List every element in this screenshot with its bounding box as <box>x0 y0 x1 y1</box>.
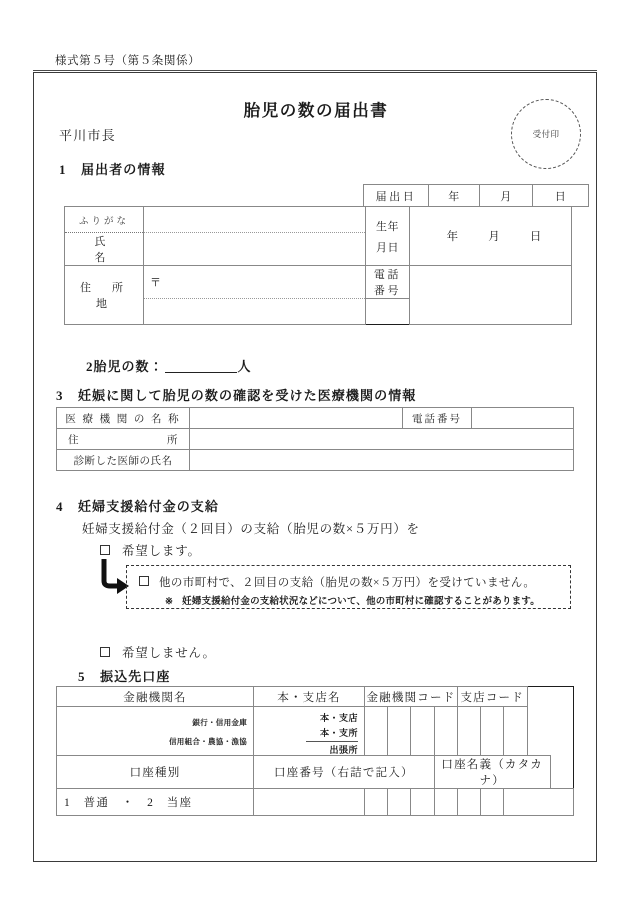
checkbox-icon[interactable] <box>100 647 110 657</box>
branch-kind-line1: 本・支店 <box>319 713 358 723</box>
account-number-digit[interactable] <box>457 789 480 816</box>
doctor-name-label: 診断した医師の氏名 <box>57 450 190 471</box>
birthdate-label-line1: 生年 <box>376 220 399 233</box>
table-row <box>65 266 572 299</box>
section-3-number: 3 <box>56 388 64 403</box>
birth-year: 年 <box>446 231 460 243</box>
benefit-request-no-label: 希望しません。 <box>122 646 216 660</box>
account-type-options[interactable]: 1 普通 ・ 2 当座 <box>57 789 254 816</box>
section-5-number: 5 <box>78 669 86 684</box>
institution-name-label: 医 療 機 関 の 名 称 <box>57 408 190 429</box>
note-text: 妊婦支援給付金の支給状況などについて、他の市町村に確認することがあります。 <box>182 597 540 607</box>
table-row <box>57 687 574 707</box>
addressee: 平川市長 <box>59 128 116 143</box>
section-4-lead-text: 妊婦支援給付金（２回目）の支給（胎児の数×５万円）を <box>82 522 420 536</box>
section-1-number: 1 <box>59 162 67 177</box>
institution-name-input[interactable] <box>190 408 403 429</box>
receipt-stamp-area <box>511 99 581 169</box>
bank-code-digit[interactable] <box>434 707 457 756</box>
header-divider <box>33 70 597 71</box>
branch-code-digit[interactable] <box>481 707 504 756</box>
checkbox-icon[interactable] <box>100 545 110 555</box>
section-5-title: 振込先口座 <box>100 669 171 684</box>
table-row <box>57 707 574 756</box>
account-number-digit[interactable] <box>411 789 434 816</box>
birthdate-label <box>366 207 410 266</box>
name-input[interactable] <box>144 233 366 266</box>
section-1-heading <box>59 159 166 178</box>
filing-date-table <box>363 184 589 207</box>
account-number-digit[interactable] <box>365 789 388 816</box>
furigana-input[interactable] <box>144 207 366 233</box>
bank-kind-line2: 信用組合・農協・漁協 <box>169 737 247 746</box>
branch-kind-line2: 本・支所 <box>319 728 358 738</box>
benefit-request-yes-label: 希望します。 <box>122 544 201 558</box>
section-2-heading <box>86 356 252 375</box>
zip-code-input[interactable]: 〒 <box>144 266 366 299</box>
bank-kind-line1: 銀行・信用金庫 <box>192 718 247 727</box>
filing-date-label: 届出日 <box>364 185 429 207</box>
section-5-heading <box>78 666 171 685</box>
name-label: 氏 名 <box>65 233 144 266</box>
account-number-header: 口座番号（右詰で記入） <box>254 756 435 789</box>
address-input[interactable] <box>144 299 366 325</box>
section-2-number: 2 <box>86 359 94 374</box>
account-number-digit[interactable] <box>481 789 504 816</box>
branch-name-input[interactable] <box>254 707 365 756</box>
spacer-cell <box>366 299 410 325</box>
bank-code-digit[interactable] <box>388 707 411 756</box>
branch-name-header: 本・支店名 <box>254 687 365 707</box>
account-type-header: 口座種別 <box>57 756 254 789</box>
branch-code-digit[interactable] <box>457 707 480 756</box>
other-municipality-notice-box <box>126 565 571 609</box>
checkbox-icon[interactable] <box>139 576 149 586</box>
branch-code-digit[interactable] <box>504 707 527 756</box>
section-2-unit: 人 <box>237 359 252 374</box>
address-label: 住 所 地 <box>65 266 144 325</box>
bank-code-digit[interactable] <box>411 707 434 756</box>
bank-name-input[interactable] <box>57 707 254 756</box>
confirmation-note <box>165 593 540 607</box>
fetus-count-input[interactable] <box>165 372 237 373</box>
other-municipality-checkbox-row[interactable] <box>139 574 535 590</box>
birthdate-input[interactable] <box>410 207 572 266</box>
document-frame <box>33 72 597 862</box>
phone-input[interactable] <box>410 266 572 325</box>
account-number-digit[interactable] <box>254 789 365 816</box>
bank-name-header: 金融機関名 <box>57 687 254 707</box>
other-municipality-label: 他の市町村で、２回目の支給（胎児の数×５万円）を受けていません。 <box>159 577 536 589</box>
form-number: 様式第５号（第５条関係） <box>55 55 201 67</box>
institution-phone-label: 電話番号 <box>403 408 472 429</box>
doctor-name-input[interactable] <box>190 450 574 471</box>
table-row <box>57 789 574 816</box>
table-row <box>364 185 589 207</box>
branch-kind-line3: 出張所 <box>306 741 358 756</box>
table-row <box>57 756 574 789</box>
section-1-title: 届出者の情報 <box>81 162 166 177</box>
branch-code-header: 支店コード <box>457 687 527 707</box>
table-row <box>57 450 574 471</box>
bank-code-header: 金融機関コード <box>365 687 458 707</box>
note-mark-icon: ※ <box>165 597 174 607</box>
institution-address-label: 住 所 <box>57 429 190 450</box>
bank-account-table <box>56 686 574 816</box>
filing-date-year[interactable]: 年 <box>429 185 480 207</box>
section-4-heading <box>56 496 219 515</box>
section-4-number: 4 <box>56 499 64 514</box>
bank-code-digit[interactable] <box>365 707 388 756</box>
section-4-title: 妊婦支援給付金の支給 <box>78 499 220 514</box>
account-number-digit[interactable] <box>388 789 411 816</box>
table-row <box>57 408 574 429</box>
birth-month: 月 <box>488 231 501 243</box>
medical-institution-table <box>56 407 574 471</box>
benefit-request-no-option[interactable] <box>100 643 216 661</box>
receipt-stamp-label: 受付印 <box>532 129 560 139</box>
birth-day: 日 <box>529 231 543 243</box>
account-holder-input[interactable] <box>504 789 574 816</box>
phone-label: 電話番号 <box>366 266 410 299</box>
institution-phone-input[interactable] <box>472 408 574 429</box>
applicant-info-table <box>64 206 572 325</box>
page-title: 胎児の数の届出書 <box>243 101 389 120</box>
account-number-digit[interactable] <box>434 789 457 816</box>
section-2-title: 胎児の数： <box>93 359 164 374</box>
account-holder-header: 口座名義（カタカナ） <box>434 756 550 789</box>
table-row <box>57 429 574 450</box>
filing-date-month[interactable]: 月 <box>480 185 533 207</box>
filing-date-day[interactable]: 日 <box>533 185 589 207</box>
institution-address-input[interactable] <box>190 429 574 450</box>
section-3-title: 妊娠に関して胎児の数の確認を受けた医療機関の情報 <box>78 388 417 403</box>
birthdate-label-line2: 月日 <box>376 241 399 254</box>
furigana-label: ふりがな <box>65 207 144 233</box>
table-row <box>65 207 572 233</box>
section-3-heading <box>56 385 416 404</box>
